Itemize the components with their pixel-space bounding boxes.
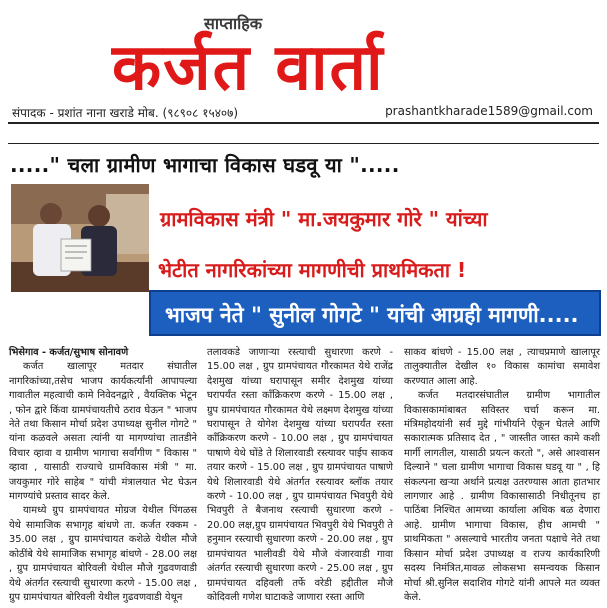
article-paragraph: तलावकडे जाणाऱ्या रस्त्याची सुधारणा करणे - 15.00 लक्ष , ग्रुप ग्रामपंचायत गौरकामत येथे राजेंद्र देशमुख यांच्या घरापासून समीर देशमुख यांच्या घरापर्यंत रस्ता कॉंक्रिकरण करणे - 15.00 लक्ष , ग्रुप ग्रामपंचायत गौरकामत येथे लक्ष्मण देशमुख यांच्या घरापासून ते योगेश देशमुख यांच्या घरापर्यंत रस्ता कॉंक्रिकरण करणे - 10.00 लक्ष , ग्रुप ग्रामपंचायत पाषाणे येथे घोंडे ते शिलारवाडी रस्त्यावर पाईप साकव तयार करणे - 15.00 लक्ष , ग्रुप ग्रामपंचायत पाषाणे येथे शिलारवाडी येथे अंतर्गत रस्त्यावर ब्लॉक तयार करणे - 10.00 लक्ष , ग्रुप ग्रामपंचायत भिवपुरी येथे भिवपुरी ते बैजनाथ रस्त्याची सुधारणा करणे - 20.00 लक्ष,ग्रुप ग्रामपंचायत भिवपुरी येथे भिवपुरी ते हनुमान रस्त्याची सुधारणा करणे - 20.00 लक्ष , ग्रुप ग्रामपंचायत भालीवडी येथे मौजे वंजारवाडी गावा अंतर्गत रस्त्याची सुधारणा करणे - 25.00 लक्ष , ग्रुप ग्रामपंचायत दहिवली तर्फे वरेडी हद्दीतील मौजे कोदिवली गणेश घाटाकडे जाणारा रस्ता आणि <box>207 347 393 603</box>
subheadline-line-1: ग्रामविकास मंत्री " मा.जयकुमार गोरे " यांच्या <box>160 207 488 231</box>
article-column-3 <box>404 346 600 605</box>
highlight-banner <box>149 290 601 336</box>
article-paragraph: कर्जत खालापूर मतदार संघातील नागरिकांच्या,तसेच भाजप कार्यकर्त्यांनी आपापल्या गावातील महत्वाची कामे निवेदनद्वारे , वैयक्तिक भेटून , फोन द्वारे किंवा ग्रामपंचायतीचे ठराव घेऊन " भाजप नेते तथा किसान मोर्चा प्रदेश उपाध्यक्ष सुनील गोगटे " यांना कळवले असता त्यांनी या मागण्यांचा तातडीने विचार व्हावा व ग्रामीण भागाचा सर्वांगीण " विकास " व्हावा , यासाठी राज्याचे ग्रामविकास मंत्री " मा. जयकुमार गोरे साहेब " यांची मंत्रालयात भेट घेऊन मागण्यांचे प्रस्ताव सादर केले. <box>9 361 197 503</box>
article-column-2 <box>207 346 393 605</box>
subheadline-line-2: भेटीत नागरिकांच्या मागणीची प्राथमिकता ! <box>158 258 467 282</box>
editor-line: संपादक - प्रशांत नाना खराडे मोब. (९८९०८ १५४०७) <box>12 106 239 120</box>
masthead-divider <box>8 122 599 124</box>
newspaper-title: कर्जत वार्ता <box>112 31 385 105</box>
banner-text: भाजप नेते " सुनील गोगटे " यांची आग्रही मागणी..... <box>165 303 579 327</box>
headline-top-divider <box>8 143 599 144</box>
article-paragraph: कर्जत मतदारसंघातील ग्रामीण भागातील विकासकामांबाबत सविस्तर चर्चा करून मा. मंत्रिमहोदयांनी सर्व मुद्दे गांभीर्याने ऐकून घेतले आणि सकारात्मक प्रतिसाद देत , " जास्तीत जास्त कामे कशी मार्गी लागतील, यासाठी प्रयत्न करतो ", असे आश्वासन दिल्याने " चला ग्रामीण भागाचा विकास घडवू या " , हि संकल्पना खऱ्या अर्थाने प्रत्यक्ष उतरण्यास आता हातभार लागणार आहे . ग्रामीण विकासासाठी निधीतूनच हा पाठिंबा निश्चित आमच्या कार्याला अधिक बळ देणारा आहे. ग्रामीण भागाचा विकास, हीच आमची " प्राथमिकता " असल्याचे भारतीय जनता पक्षाचे नेते तथा किसान मोर्चा प्रदेश उपाध्यक्ष व राज्य कार्यकारिणी सदस्य निमंत्रित,मावळ लोकसभा समन्वयक किसान मोर्चा श्री.सुनिल सदाशिव गोगटे यांनी आपले मत व्यक्त केले. <box>404 390 600 603</box>
article-paragraph: साकव बांधणे - 15.00 लक्ष , त्याचप्रमाणे खालापूर तालुक्यातील देखील १० विकास कामांचा समावेश करण्यात आला आहे. <box>404 347 600 387</box>
main-headline: ....." चला ग्रामीण भागाचा विकास घडवू या "..... <box>10 153 400 177</box>
article-column-1 <box>9 346 197 605</box>
article-paragraph: यामध्ये ग्रुप ग्रामपंचायत मोग्रज येथील पिंगळस येथे सामाजिक सभागृह बांधणे ता. कर्जत रक्कम - 35.00 लक्ष , ग्रुप ग्रामपंचायत कशेळे येथील मौजे कोठींबे येथे सामाजिक सभागृह बांधणे - 28.00 लक्ष , ग्रुप ग्रामपंचायत बोरिवली येथील मौजे गुढवणवाडी येथे अंतर्गत रस्त्याची सुधारणा करणे - 15.00 लक्ष , ग्रुप ग्रामपंचायत बोरिवली येथील गुढवणवाडी येथून <box>9 505 197 603</box>
news-photo <box>11 184 149 292</box>
dateline: भिसेगाव - कर्जत/सुभाष सोनावणे <box>9 347 129 358</box>
weekly-label: साप्ताहिक <box>204 14 263 33</box>
masthead <box>0 0 607 120</box>
editor-email: prashantkharade1589@gmail.com <box>385 104 593 118</box>
